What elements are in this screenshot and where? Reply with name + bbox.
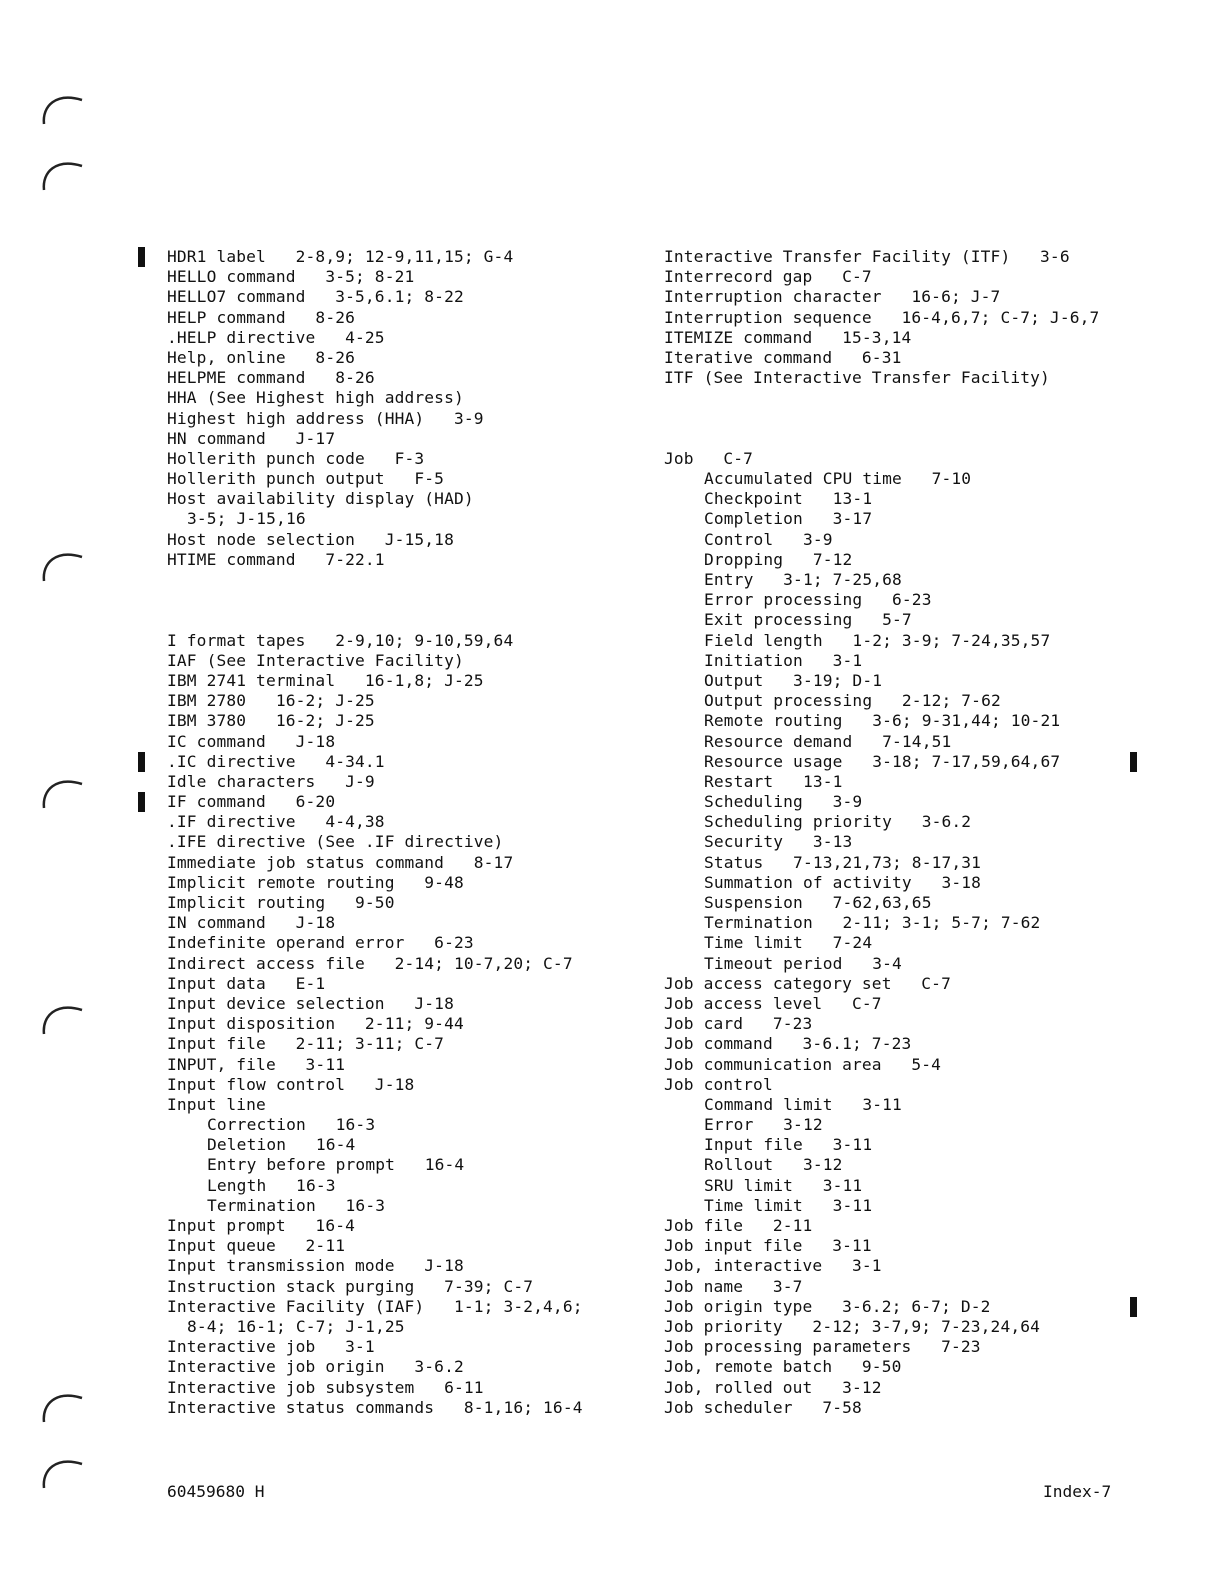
index-entry (167, 1357, 617, 1377)
index-subentry (664, 752, 1164, 772)
index-entry-text: Implicit remote routing 9-48 (167, 872, 464, 892)
index-subentry (664, 1196, 1164, 1216)
index-entry-text: .IFE directive (See .IF directive) (167, 832, 504, 852)
index-entry (167, 1337, 617, 1357)
index-entry-text: HHA (See Highest high address) (167, 388, 464, 408)
index-entry (664, 328, 1164, 348)
index-entry-text: 8-4; 16-1; C-7; J-1,25 (187, 1316, 405, 1336)
index-subentry (664, 1095, 1164, 1115)
index-entry-text: Entry 3-1; 7-25,68 (704, 570, 902, 589)
index-entry (167, 1256, 617, 1276)
index-entry (167, 1014, 617, 1034)
index-entry (664, 287, 1164, 307)
index-subentry (664, 489, 1164, 509)
index-entry (664, 1075, 1164, 1095)
index-entry-text: Input prompt 16-4 (167, 1216, 356, 1235)
index-entry-text: Time limit 3-11 (704, 1195, 873, 1215)
punch-hole-mark (38, 996, 86, 1036)
index-entry-continuation (167, 1317, 617, 1337)
index-entry-text: Job communication area 5-4 (664, 1054, 942, 1074)
index-subentry (664, 1155, 1164, 1175)
index-entry-text: Job command 3-6.1; 7-23 (664, 1034, 912, 1054)
punch-hole-mark (38, 1450, 86, 1490)
index-subentry (664, 550, 1164, 570)
index-entry (167, 489, 617, 509)
index-entry (664, 1317, 1164, 1337)
index-entry-text: IN command J-18 (167, 913, 336, 933)
index-entry (664, 1055, 1164, 1075)
index-subentry (167, 1176, 617, 1196)
index-entry (167, 368, 617, 388)
index-entry-text: IBM 3780 16-2; J-25 (167, 711, 375, 731)
index-entry (167, 308, 617, 328)
index-entry (167, 772, 617, 792)
index-entry-text: Job origin type 3-6.2; 6-7; D-2 (664, 1296, 991, 1316)
index-entry (167, 671, 617, 691)
index-entry (664, 1378, 1164, 1398)
index-entry (664, 1256, 1164, 1276)
index-entry-text: IF command 6-20 (167, 792, 336, 812)
index-entry (167, 550, 617, 570)
page-number: Index-7 (1043, 1482, 1112, 1501)
index-entry (664, 1236, 1164, 1256)
index-entry-text: Hollerith punch output F-5 (167, 469, 445, 489)
index-entry-text: HELLO7 command 3-5,6.1; 8-22 (167, 287, 464, 307)
index-entry-text: Initiation 3-1 (704, 650, 863, 670)
index-entry (664, 1398, 1164, 1418)
index-entry-text: Idle characters J-9 (167, 771, 375, 791)
index-entry-text: HTIME command 7-22.1 (167, 549, 385, 569)
index-subentry (167, 1155, 617, 1175)
index-entry-text: Completion 3-17 (704, 509, 873, 529)
section-gap (664, 409, 1164, 429)
change-bar (138, 247, 145, 267)
index-entry (167, 994, 617, 1014)
index-entry (167, 267, 617, 287)
index-entry-text: IBM 2780 16-2; J-25 (167, 691, 375, 711)
index-subentry (664, 812, 1164, 832)
index-entry-text: Interactive Transfer Facility (ITF) 3-6 (664, 247, 1070, 266)
index-entry (167, 409, 617, 429)
index-entry-text: Field length 1-2; 3-9; 7-24,35,57 (704, 630, 1051, 650)
punch-hole-mark (38, 86, 86, 126)
document-number: 60459680 H (167, 1482, 265, 1501)
index-entry (167, 893, 617, 913)
index-entry (664, 368, 1164, 388)
index-entry-text: Input file 2-11; 3-11; C-7 (167, 1034, 445, 1054)
index-entry-text: Output processing 2-12; 7-62 (704, 691, 1001, 711)
index-entry-text: ITF (See Interactive Transfer Facility) (664, 368, 1050, 388)
index-entry (664, 994, 1164, 1014)
index-entry (167, 469, 617, 489)
index-entry (664, 1277, 1164, 1297)
punch-hole-mark (38, 1384, 86, 1424)
index-entry-text: Input transmission mode J-18 (167, 1256, 464, 1276)
index-entry (167, 1055, 617, 1075)
punch-hole-mark (38, 770, 86, 810)
index-entry-text: .HELP directive 4-25 (167, 327, 385, 347)
index-entry (167, 1398, 617, 1418)
index-entry-text: Help, online 8-26 (167, 347, 356, 367)
punch-hole-mark (38, 152, 86, 192)
section-gap (167, 590, 617, 610)
index-entry-text: SRU limit 3-11 (704, 1175, 863, 1195)
index-entry-continuation (167, 509, 617, 529)
index-entry-text: Summation of activity 3-18 (704, 872, 982, 892)
index-entry (664, 247, 1164, 267)
index-entry (167, 1095, 617, 1115)
index-entry (167, 1034, 617, 1054)
index-entry (664, 449, 1164, 469)
index-subentry (664, 893, 1164, 913)
index-entry-text: Remote routing 3-6; 9-31,44; 10-21 (704, 711, 1061, 731)
index-entry-text: Control 3-9 (704, 529, 833, 549)
index-entry-text: Job priority 2-12; 3-7,9; 7-23,24,64 (664, 1316, 1041, 1336)
index-entry-text: Error processing 6-23 (704, 590, 932, 610)
index-entry-text: Host availability display (HAD) (167, 489, 474, 509)
index-subentry (664, 732, 1164, 752)
index-entry (167, 449, 617, 469)
index-subentry (664, 1115, 1164, 1135)
index-entry-text: Job access level C-7 (664, 993, 882, 1013)
index-entry (167, 691, 617, 711)
index-entry (167, 732, 617, 752)
index-entry-text: IAF (See Interactive Facility) (167, 650, 464, 670)
index-entry-text: Immediate job status command 8-17 (167, 852, 514, 872)
index-entry-text: Timeout period 3-4 (704, 953, 902, 973)
index-entry-text: Job control (664, 1074, 773, 1094)
index-subentry (664, 570, 1164, 590)
index-entry-text: Interrecord gap C-7 (664, 267, 872, 287)
index-entry (167, 1236, 617, 1256)
index-entry-text: Instruction stack purging 7-39; C-7 (167, 1276, 534, 1296)
index-entry-text: Input queue 2-11 (167, 1236, 346, 1256)
index-entry-text: Termination 16-3 (207, 1195, 386, 1215)
index-subentry (664, 631, 1164, 651)
section-gap (167, 570, 617, 590)
index-entry-text: Job input file 3-11 (664, 1236, 872, 1256)
index-entry-text: Interruption sequence 16-4,6,7; C-7; J-6,7 (664, 307, 1100, 327)
index-entry (167, 530, 617, 550)
index-entry-text: I format tapes 2-9,10; 9-10,59,64 (167, 630, 514, 650)
index-entry-text: Interactive job 3-1 (167, 1337, 375, 1357)
index-entry (167, 873, 617, 893)
index-subentry (664, 853, 1164, 873)
index-entry-text: Job name 3-7 (664, 1276, 803, 1296)
index-entry-text: Error 3-12 (704, 1115, 823, 1135)
index-entry-text: Output 3-19; D-1 (704, 670, 883, 690)
index-entry-text: HELLO command 3-5; 8-21 (167, 267, 415, 287)
index-entry (167, 388, 617, 408)
index-entry-text: Interactive job subsystem 6-11 (167, 1377, 484, 1397)
index-entry-text: Length 16-3 (207, 1175, 336, 1195)
index-entry-text: Highest high address (HHA) 3-9 (167, 408, 484, 428)
index-entry-text: Input device selection J-18 (167, 993, 454, 1013)
change-bar (138, 752, 145, 772)
index-entry-text: Job access category set C-7 (664, 973, 951, 993)
index-entry-text: .IF directive 4-4,38 (167, 812, 385, 832)
index-entry-text: Input data E-1 (167, 973, 326, 993)
index-entry (167, 1075, 617, 1095)
index-entry-text: Resource demand 7-14,51 (704, 731, 952, 751)
index-entry (167, 933, 617, 953)
index-entry (167, 954, 617, 974)
index-entry-text: Status 7-13,21,73; 8-17,31 (704, 852, 982, 872)
index-entry (664, 1297, 1164, 1317)
index-entry (167, 1297, 617, 1317)
index-entry-text: HDR1 label 2-8,9; 12-9,11,15; G-4 (167, 247, 514, 266)
index-entry-text: Resource usage 3-18; 7-17,59,64,67 (704, 751, 1061, 771)
index-entry-text: Scheduling 3-9 (704, 792, 863, 812)
index-subentry (664, 873, 1164, 893)
index-entry-text: Indirect access file 2-14; 10-7,20; C-7 (167, 953, 573, 973)
index-entry (664, 1357, 1164, 1377)
index-entry (167, 913, 617, 933)
index-subentry (167, 1115, 617, 1135)
index-column-right (664, 247, 1164, 1418)
index-entry (167, 651, 617, 671)
index-entry-text: HELP command 8-26 (167, 307, 356, 327)
index-subentry (664, 933, 1164, 953)
index-subentry (664, 691, 1164, 711)
index-entry-text: Termination 2-11; 3-1; 5-7; 7-62 (704, 913, 1041, 933)
section-gap (664, 388, 1164, 408)
index-entry (167, 1216, 617, 1236)
index-entry (167, 974, 617, 994)
index-entry-text: Dropping 7-12 (704, 549, 853, 569)
index-subentry (664, 590, 1164, 610)
index-entry-text: Interactive status commands 8-1,16; 16-4 (167, 1397, 583, 1417)
index-entry-text: Host node selection J-15,18 (167, 529, 454, 549)
index-entry-text: Accumulated CPU time 7-10 (704, 469, 972, 489)
index-entry-text: Input flow control J-18 (167, 1074, 415, 1094)
index-entry-text: Indefinite operand error 6-23 (167, 933, 474, 953)
index-entry-text: HN command J-17 (167, 428, 336, 448)
index-entry-text: Implicit routing 9-50 (167, 893, 395, 912)
index-entry-text: Scheduling priority 3-6.2 (704, 812, 972, 832)
index-entry-text: ITEMIZE command 15-3,14 (664, 327, 912, 347)
index-entry-text: Job C-7 (664, 448, 754, 468)
index-entry (167, 853, 617, 873)
index-subentry (664, 772, 1164, 792)
index-entry (664, 1014, 1164, 1034)
index-entry (167, 348, 617, 368)
section-gap (167, 610, 617, 630)
index-subentry (664, 832, 1164, 852)
index-entry (167, 1277, 617, 1297)
index-subentry (664, 792, 1164, 812)
index-entry-text: Job scheduler 7-58 (664, 1397, 862, 1417)
index-entry-text: Job card 7-23 (664, 1014, 813, 1034)
index-entry (664, 308, 1164, 328)
index-entry (664, 974, 1164, 994)
index-entry-text: Job processing parameters 7-23 (664, 1337, 981, 1357)
index-entry-text: .IC directive 4-34.1 (167, 751, 385, 771)
index-entry (167, 631, 617, 651)
index-subentry (664, 610, 1164, 630)
index-entry-text: Correction 16-3 (207, 1115, 376, 1135)
index-entry-text: Command limit 3-11 (704, 1094, 902, 1114)
index-entry-text: IC command J-18 (167, 731, 336, 751)
index-entry-text: Entry before prompt 16-4 (207, 1155, 465, 1175)
index-entry-text: Restart 13-1 (704, 771, 843, 791)
index-entry-text: Deletion 16-4 (207, 1135, 356, 1155)
index-entry-text: IBM 2741 terminal 16-1,8; J-25 (167, 670, 484, 690)
index-subentry (664, 1135, 1164, 1155)
index-entry-text: HELPME command 8-26 (167, 368, 375, 388)
index-entry-text: Job, rolled out 3-12 (664, 1377, 882, 1397)
index-entry-text: Security 3-13 (704, 832, 853, 852)
index-entry-text: Hollerith punch code F-3 (167, 448, 425, 468)
index-entry (167, 1378, 617, 1398)
index-entry (167, 792, 617, 812)
index-subentry (167, 1196, 617, 1216)
index-subentry (664, 954, 1164, 974)
punch-hole-mark (38, 543, 86, 583)
index-entry (167, 328, 617, 348)
index-entry (167, 711, 617, 731)
index-subentry (167, 1135, 617, 1155)
index-subentry (664, 530, 1164, 550)
index-subentry (664, 913, 1164, 933)
index-entry (167, 429, 617, 449)
index-subentry (664, 1176, 1164, 1196)
index-entry-text: Interruption character 16-6; J-7 (664, 287, 1001, 307)
index-subentry (664, 671, 1164, 691)
index-entry-text: Exit processing 5-7 (704, 610, 912, 630)
index-entry-text: Input file 3-11 (704, 1135, 873, 1155)
index-entry-text: Input line (167, 1094, 266, 1114)
change-bar (1130, 1297, 1137, 1317)
index-entry-text: Suspension 7-62,63,65 (704, 893, 932, 912)
index-entry-text: Interactive job origin 3-6.2 (167, 1357, 464, 1377)
index-entry-text: Job, interactive 3-1 (664, 1256, 882, 1276)
index-entry (167, 752, 617, 772)
index-subentry (664, 469, 1164, 489)
index-entry (167, 287, 617, 307)
index-entry-text: INPUT, file 3-11 (167, 1054, 346, 1074)
index-entry-text: Job file 2-11 (664, 1216, 813, 1235)
index-entry (664, 348, 1164, 368)
index-entry-text: Input disposition 2-11; 9-44 (167, 1014, 464, 1034)
index-entry (664, 267, 1164, 287)
index-entry-text: Time limit 7-24 (704, 933, 873, 953)
index-subentry (664, 509, 1164, 529)
index-entry (664, 1337, 1164, 1357)
index-entry-text: Rollout 3-12 (704, 1155, 843, 1175)
index-entry (167, 832, 617, 852)
index-entry-text: Interactive Facility (IAF) 1-1; 3-2,4,6; (167, 1296, 583, 1316)
index-column-left (167, 247, 617, 1418)
section-gap (664, 429, 1164, 449)
index-entry (664, 1216, 1164, 1236)
index-entry-text: 3-5; J-15,16 (187, 509, 306, 529)
change-bar (1130, 752, 1137, 772)
index-entry-text: Iterative command 6-31 (664, 347, 902, 367)
index-entry (664, 1034, 1164, 1054)
index-entry (167, 247, 617, 267)
change-bar (138, 792, 145, 812)
index-entry-text: Checkpoint 13-1 (704, 489, 873, 509)
index-subentry (664, 711, 1164, 731)
index-entry (167, 812, 617, 832)
index-subentry (664, 651, 1164, 671)
index-entry-text: Job, remote batch 9-50 (664, 1357, 902, 1377)
